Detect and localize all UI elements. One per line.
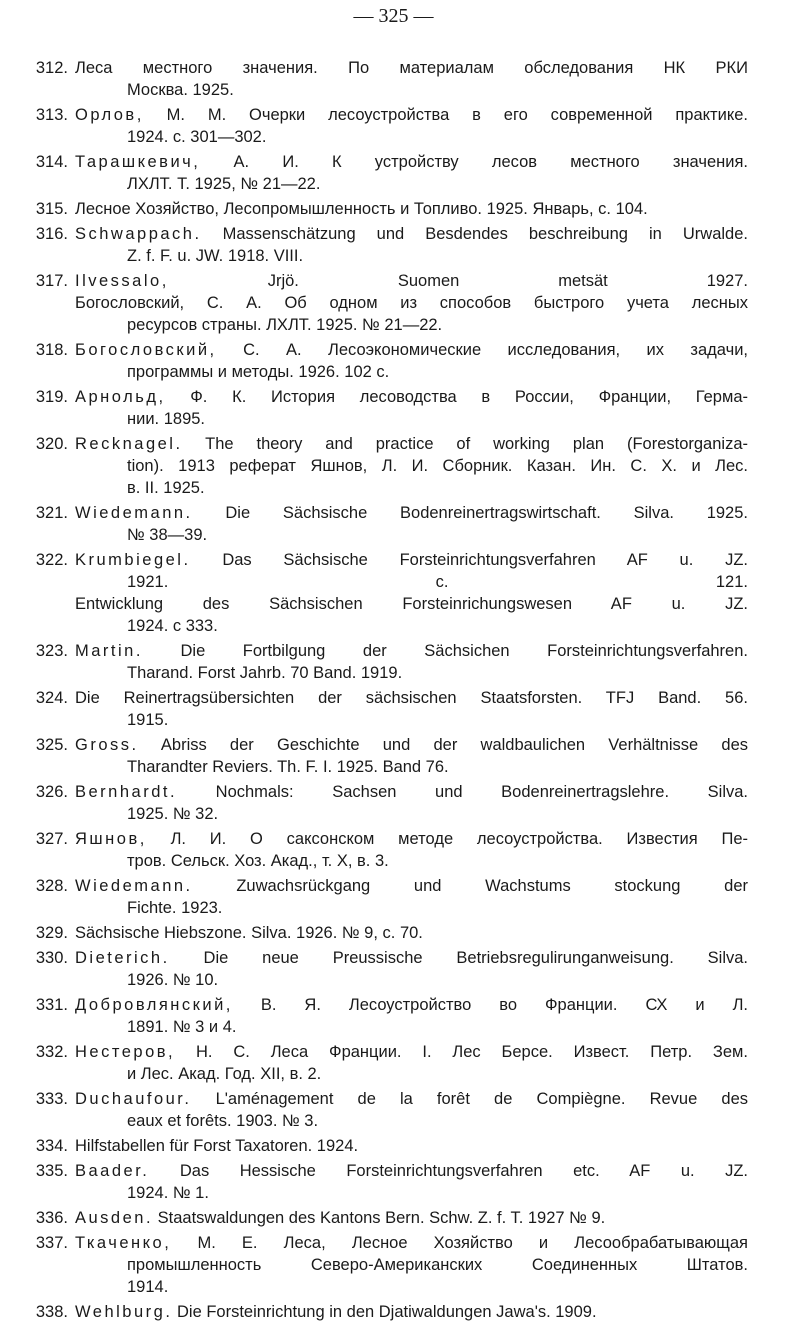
- bibliography-entry: [22, 640, 748, 684]
- entry-number: 316.: [35, 225, 68, 243]
- entry-number: 318.: [35, 341, 68, 359]
- entry-number: 327.: [35, 830, 68, 848]
- entry-line: Москва. 1925.: [127, 81, 234, 99]
- bibliography-entry: [22, 1160, 748, 1204]
- entry-author: Богословский,: [75, 341, 217, 359]
- bibliography-entry: [22, 104, 748, 148]
- entry-line: Tharandter Reviers. Th. F. I. 1925. Band 76.: [127, 758, 449, 776]
- entry-line: 1924. с 333.: [127, 617, 218, 635]
- entry-number: 325.: [35, 736, 68, 754]
- entry-text: [75, 1041, 748, 1085]
- entry-text: [75, 828, 748, 872]
- entry-author: Gross.: [75, 736, 139, 754]
- entry-line: Ausden. Staatswaldungen des Kantons Bern. Schw. Z. f. T. 1927 № 9.: [75, 1209, 606, 1227]
- bibliography-entry: [22, 687, 748, 731]
- entry-author: Ткаченко,: [75, 1234, 172, 1252]
- entry-text: [75, 1160, 748, 1204]
- entry-number: 326.: [35, 783, 68, 801]
- entry-text: [75, 1301, 748, 1323]
- entry-line: Tharand. Forst Jahrb. 70 Band. 1919.: [127, 664, 403, 682]
- entry-number: 312.: [35, 59, 68, 77]
- entry-author: Нестеров,: [75, 1043, 176, 1061]
- entry-line: Martin. Die Fortbilgung der Sächsichen Forsteinrichtungsverfahren.: [75, 642, 748, 660]
- entry-number: 330.: [35, 949, 68, 967]
- entry-line: Duchaufour. L'aménagement de la forêt de Compiègne. Revue des: [75, 1090, 748, 1108]
- entry-line: Krumbiegel. Das Sächsische Forsteinrichtungsverfahren AF u. JZ.: [75, 551, 748, 569]
- bibliography-list: [22, 57, 748, 1326]
- entry-text: [75, 781, 748, 825]
- entry-number: 324.: [35, 689, 68, 707]
- entry-number: 333.: [35, 1090, 68, 1108]
- entry-author: Wiedemann.: [75, 877, 193, 895]
- entry-text: [75, 502, 748, 546]
- entry-line: Леса местного значения. По материалам обследования НК РКИ: [75, 59, 748, 77]
- entry-author: Dieterich.: [75, 949, 170, 967]
- entry-line: Тарашкевич, А. И. К устройству лесов местного значения.: [75, 153, 748, 171]
- entry-author: Krumbiegel.: [75, 551, 191, 569]
- entry-number: 336.: [35, 1209, 68, 1227]
- entry-text: [75, 433, 748, 499]
- entry-line: Богословский, С. А. Об одном из способов быстрого учета лесных: [75, 294, 748, 312]
- entry-line: Baader. Das Hessische Forsteinrichtungsverfahren etc. AF u. JZ.: [75, 1162, 748, 1180]
- entry-line: Bernhardt. Nochmals: Sachsen und Bodenreinertragslehre. Silva.: [75, 783, 748, 801]
- entry-number: 331.: [35, 996, 68, 1014]
- entry-line: Лесное Хозяйство, Лесопромышленность и Топливо. 1925. Январь, с. 104.: [75, 200, 648, 218]
- entry-line: Нестеров, Н. С. Леса Франции. I. Лес Берсе. Извест. Петр. Зем.: [75, 1043, 748, 1061]
- bibliography-entry: [22, 433, 748, 499]
- entry-text: [75, 734, 748, 778]
- entry-line: Z. f. F. u. JW. 1918. VIII.: [127, 247, 304, 265]
- bibliography-entry: [22, 1301, 748, 1323]
- entry-text: [75, 57, 748, 101]
- entry-line: Орлов, М. М. Очерки лесоустройства в его современной практике.: [75, 106, 748, 124]
- entry-line: 1921. с. 121.: [127, 573, 748, 591]
- entry-number: 334.: [35, 1137, 68, 1155]
- entry-line: Entwicklung des Sächsischen Forsteinrichungswesen AF u. JZ.: [75, 595, 748, 613]
- entry-line: eaux et forêts. 1903. № 3.: [127, 1112, 319, 1130]
- entry-author: Яшнов,: [75, 830, 147, 848]
- entry-line: Sächsische Hiebszone. Silva. 1926. № 9, с. 70.: [75, 924, 423, 942]
- entry-line: Die Reinertragsübersichten der sächsischen Staatsforsten. TFJ Band. 56.: [75, 689, 748, 707]
- entry-line: Арнольд, Ф. К. История лесоводства в России, Франции, Герма-: [75, 388, 748, 406]
- entry-line: Добровлянский, В. Я. Лесоустройство во Франции. СХ и Л.: [75, 996, 748, 1014]
- entry-author: Wehlburg.: [75, 1303, 173, 1321]
- entry-number: 329.: [35, 924, 68, 942]
- bibliography-entry: [22, 57, 748, 101]
- entry-line: 1891. № 3 и 4.: [127, 1018, 237, 1036]
- entry-author: Тарашкевич,: [75, 153, 201, 171]
- entry-number: 337.: [35, 1234, 68, 1252]
- entry-line: промышленность Северо-Американских Соединенных Штатов.: [127, 1256, 748, 1274]
- entry-author: Wiedemann.: [75, 504, 193, 522]
- entry-text: [75, 1135, 748, 1157]
- entry-author: Добровлянский,: [75, 996, 233, 1014]
- entry-line: программы и методы. 1926. 102 с.: [127, 363, 390, 381]
- entry-line: Ткаченко, М. Е. Леса, Лесное Хозяйство и Лесообрабатывающая: [75, 1234, 748, 1252]
- entry-line: тров. Сельск. Хоз. Акад., т. X, в. 3.: [127, 852, 389, 870]
- entry-text: [75, 947, 748, 991]
- bibliography-entry: [22, 828, 748, 872]
- entry-line: 1924. № 1.: [127, 1184, 209, 1202]
- bibliography-entry: [22, 1088, 748, 1132]
- entry-line: и Лес. Акад. Год. XII, в. 2.: [127, 1065, 322, 1083]
- entry-number: 313.: [35, 106, 68, 124]
- bibliography-entry: [22, 1041, 748, 1085]
- entry-number: 328.: [35, 877, 68, 895]
- entry-author: Schwappach.: [75, 225, 202, 243]
- entry-author: Орлов,: [75, 106, 144, 124]
- bibliography-entry: [22, 1135, 748, 1157]
- entry-text: [75, 1088, 748, 1132]
- entry-line: Recknagel. The theory and practice of working plan (Forestorganiza-: [75, 435, 748, 453]
- entry-line: tion). 1913 реферат Яшнов, Л. И. Сборник. Казан. Ин. С. Х. и Лес.: [127, 457, 748, 475]
- bibliography-entry: [22, 198, 748, 220]
- entry-text: [75, 104, 748, 148]
- entry-number: 323.: [35, 642, 68, 660]
- entry-line: Богословский, С. А. Лесоэкономические исследования, их задачи,: [75, 341, 748, 359]
- entry-number: 338.: [35, 1303, 68, 1321]
- entry-number: 317.: [35, 272, 68, 290]
- entry-line: Fichte. 1923.: [127, 899, 223, 917]
- entry-text: [75, 549, 748, 637]
- entry-text: [75, 994, 748, 1038]
- entry-text: [75, 1207, 748, 1229]
- entry-line: Wiedemann. Die Sächsische Bodenreinertragswirtschaft. Silva. 1925.: [75, 504, 748, 522]
- entry-text: [75, 223, 748, 267]
- entry-text: [75, 151, 748, 195]
- bibliography-entry: [22, 875, 748, 919]
- entry-line: 1915.: [127, 711, 169, 729]
- entry-text: [75, 640, 748, 684]
- entry-number: 314.: [35, 153, 68, 171]
- entry-line: Wiedemann. Zuwachsrückgang und Wachstums stockung der: [75, 877, 748, 895]
- entry-number: 335.: [35, 1162, 68, 1180]
- entry-line: № 38—39.: [127, 526, 208, 544]
- bibliography-entry: [22, 1207, 748, 1229]
- entry-line: Dieterich. Die neue Preussische Betriebsregulirunganweisung. Silva.: [75, 949, 748, 967]
- entry-line: 1914.: [127, 1278, 169, 1296]
- entry-line: нии. 1895.: [127, 410, 206, 428]
- bibliography-entry: [22, 922, 748, 944]
- entry-number: 322.: [35, 551, 68, 569]
- entry-author: Арнольд,: [75, 388, 166, 406]
- entry-line: ЛХЛТ. Т. 1925, № 21—22.: [127, 175, 321, 193]
- entry-number: 319.: [35, 388, 68, 406]
- bibliography-entry: [22, 502, 748, 546]
- entry-number: 321.: [35, 504, 68, 522]
- entry-line: Яшнов, Л. И. О саксонском методе лесоустройства. Известия Пе-: [75, 830, 748, 848]
- entry-author: Ilvessalo,: [75, 272, 169, 290]
- entry-text: [75, 270, 748, 336]
- entry-line: 1924. с. 301—302.: [127, 128, 267, 146]
- entry-text: [75, 198, 748, 220]
- entry-author: Ausden.: [75, 1209, 154, 1227]
- entry-line: Gross. Abriss der Geschichte und der waldbaulichen Verhältnisse des: [75, 736, 748, 754]
- entry-author: Duchaufour.: [75, 1090, 192, 1108]
- entry-line: 1925. № 32.: [127, 805, 219, 823]
- bibliography-entry: [22, 549, 748, 637]
- entry-text: [75, 1232, 748, 1298]
- entry-text: [75, 922, 748, 944]
- bibliography-entry: [22, 270, 748, 336]
- entry-text: [75, 386, 748, 430]
- entry-number: 315.: [35, 200, 68, 218]
- entry-author: Martin.: [75, 642, 143, 660]
- entry-text: [75, 339, 748, 383]
- bibliography-entry: [22, 781, 748, 825]
- page-number: — 325 —: [353, 5, 434, 27]
- bibliography-entry: [22, 1232, 748, 1298]
- entry-line: Ilvessalo, Jrjö. Suomen metsät 1927.: [75, 272, 748, 290]
- entry-text: [75, 687, 748, 731]
- entry-author: Recknagel.: [75, 435, 183, 453]
- entry-number: 332.: [35, 1043, 68, 1061]
- entry-text: [75, 875, 748, 919]
- bibliography-entry: [22, 223, 748, 267]
- entry-line: Hilfstabellen für Forst Taxatoren. 1924.: [75, 1137, 359, 1155]
- entry-author: Baader.: [75, 1162, 150, 1180]
- bibliography-entry: [22, 734, 748, 778]
- bibliography-entry: [22, 151, 748, 195]
- bibliography-entry: [22, 947, 748, 991]
- entry-line: Schwappach. Massenschätzung und Besdendes beschreibung in Urwalde.: [75, 225, 748, 243]
- bibliography-entry: [22, 994, 748, 1038]
- bibliography-entry: [22, 386, 748, 430]
- entry-author: Bernhardt.: [75, 783, 178, 801]
- entry-line: ресурсов страны. ЛХЛТ. 1925. № 21—22.: [127, 316, 443, 334]
- bibliography-entry: [22, 339, 748, 383]
- entry-line: Wehlburg. Die Forsteinrichtung in den Djatiwaldungen Jawa's. 1909.: [75, 1303, 597, 1321]
- entry-line: в. II. 1925.: [127, 479, 205, 497]
- entry-number: 320.: [35, 435, 68, 453]
- entry-line: 1926. № 10.: [127, 971, 219, 989]
